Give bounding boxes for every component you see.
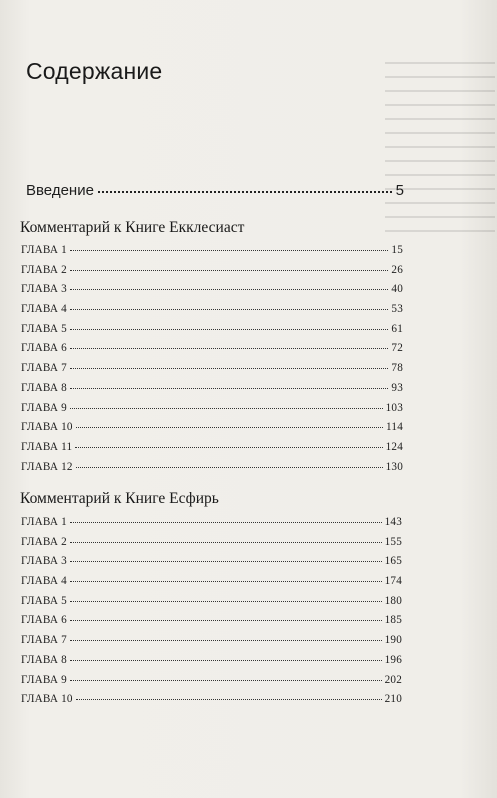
toc-entry	[21, 614, 402, 634]
toc-entry-page: 103	[385, 401, 403, 414]
toc-leader-dots	[76, 699, 382, 700]
toc-entry	[21, 555, 402, 575]
toc-entry-label: ГЛАВА 9	[21, 673, 67, 686]
toc-entry	[21, 362, 403, 382]
toc-entry	[21, 575, 402, 595]
toc-entry-page: 190	[384, 634, 402, 647]
page-title: Содержание	[26, 58, 163, 84]
toc-entry-label: ГЛАВА 2	[21, 535, 67, 548]
section-heading-esther: Комментарий к Книге Есфирь	[20, 490, 219, 507]
toc-entry	[21, 421, 403, 441]
toc-leader-dots	[70, 348, 388, 349]
toc-entry	[21, 283, 403, 303]
toc-entry-page: 72	[391, 342, 403, 355]
toc-entry-label: ГЛАВА 1	[21, 516, 67, 528]
toc-entry	[21, 342, 403, 362]
toc-entry-label: ГЛАВА 7	[21, 634, 67, 647]
toc-list-esther	[21, 516, 402, 713]
toc-entry	[21, 536, 402, 556]
toc-entry-page: 78	[391, 362, 403, 375]
toc-list-ecclesiastes	[21, 244, 403, 480]
toc-leader-dots	[70, 289, 388, 290]
section-heading-ecclesiastes: Комментарий к Книге Екклесиаст	[20, 219, 245, 236]
toc-intro-page: 5	[395, 182, 404, 199]
toc-leader-dots	[70, 561, 382, 562]
toc-entry-label: ГЛАВА 11	[21, 440, 73, 453]
toc-entry	[21, 303, 403, 323]
toc-entry-page: 210	[384, 693, 402, 706]
toc-entry-page: 15	[391, 244, 403, 256]
toc-entry-label: ГЛАВА 6	[21, 342, 67, 355]
toc-entry-label: ГЛАВА 9	[21, 401, 67, 414]
toc-entry-label: ГЛАВА 5	[21, 322, 67, 335]
toc-entry-page: 61	[391, 322, 403, 335]
toc-entry-label: ГЛАВА 3	[21, 283, 67, 296]
toc-entry-label: ГЛАВА 5	[21, 594, 67, 607]
toc-entry-label: ГЛАВА 4	[21, 303, 67, 316]
toc-entry	[21, 461, 403, 481]
toc-leader-dots	[70, 388, 388, 389]
toc-leader-dots	[70, 660, 382, 661]
toc-leader-dots	[70, 680, 382, 681]
toc-entry-label: ГЛАВА 10	[21, 693, 73, 706]
toc-intro-entry	[26, 182, 404, 199]
toc-entry-label: ГЛАВА 8	[21, 653, 67, 666]
toc-entry	[21, 244, 403, 264]
toc-entry-label: ГЛАВА 3	[21, 555, 67, 568]
toc-entry-label: ГЛАВА 12	[21, 460, 73, 473]
toc-leader-dots	[70, 581, 382, 582]
toc-entry-label: ГЛАВА 2	[21, 263, 67, 276]
toc-entry	[21, 595, 402, 615]
toc-leader-dots	[70, 368, 388, 369]
toc-leader-dots	[70, 601, 382, 602]
toc-entry-page: 185	[384, 614, 402, 627]
toc-leader-dots	[70, 270, 388, 271]
toc-entry-page: 40	[391, 283, 403, 296]
toc-entry	[21, 264, 403, 284]
toc-entry-page: 155	[384, 535, 402, 548]
toc-entry-label: ГЛАВА 8	[21, 381, 67, 394]
toc-leader-dots	[70, 250, 388, 251]
toc-entry-page: 53	[391, 303, 403, 316]
toc-entry-page: 196	[384, 653, 402, 666]
toc-entry-page: 93	[391, 381, 403, 394]
toc-entry-label: ГЛАВА 6	[21, 614, 67, 627]
toc-entry	[21, 634, 402, 654]
toc-leader-dots	[70, 640, 382, 641]
toc-entry-label: ГЛАВА 10	[21, 421, 73, 434]
toc-leader-dots	[75, 447, 382, 448]
toc-entry-page: 114	[386, 421, 403, 434]
toc-entry	[21, 441, 403, 461]
toc-entry-page: 174	[384, 575, 402, 588]
toc-entry-page: 143	[384, 516, 402, 528]
toc-leader-dots	[70, 620, 382, 621]
toc-entry-page: 202	[384, 673, 402, 686]
toc-intro-label: Введение	[26, 182, 94, 199]
toc-leader-dots	[70, 329, 388, 330]
toc-entry	[21, 402, 403, 422]
toc-leader-dots	[70, 408, 383, 409]
toc-entry-page: 26	[391, 263, 403, 276]
toc-entry-label: ГЛАВА 4	[21, 575, 67, 588]
toc-entry-page: 124	[385, 440, 403, 453]
toc-entry	[21, 323, 403, 343]
toc-leader-dots	[76, 467, 383, 468]
toc-leader-dots	[76, 427, 383, 428]
bleed-through-texture	[385, 62, 495, 232]
toc-leader-dots	[70, 309, 388, 310]
toc-leader-dots	[70, 542, 382, 543]
toc-entry	[21, 654, 402, 674]
toc-entry	[21, 693, 402, 713]
toc-entry-page: 180	[384, 594, 402, 607]
toc-entry	[21, 382, 403, 402]
toc-entry-page: 130	[385, 460, 403, 473]
toc-leader-dots	[70, 522, 382, 523]
toc-leader-dots	[98, 191, 392, 193]
toc-entry-label: ГЛАВА 7	[21, 362, 67, 375]
toc-entry	[21, 674, 402, 694]
toc-entry-label: ГЛАВА 1	[21, 244, 67, 256]
toc-entry	[21, 516, 402, 536]
toc-entry-page: 165	[384, 555, 402, 568]
